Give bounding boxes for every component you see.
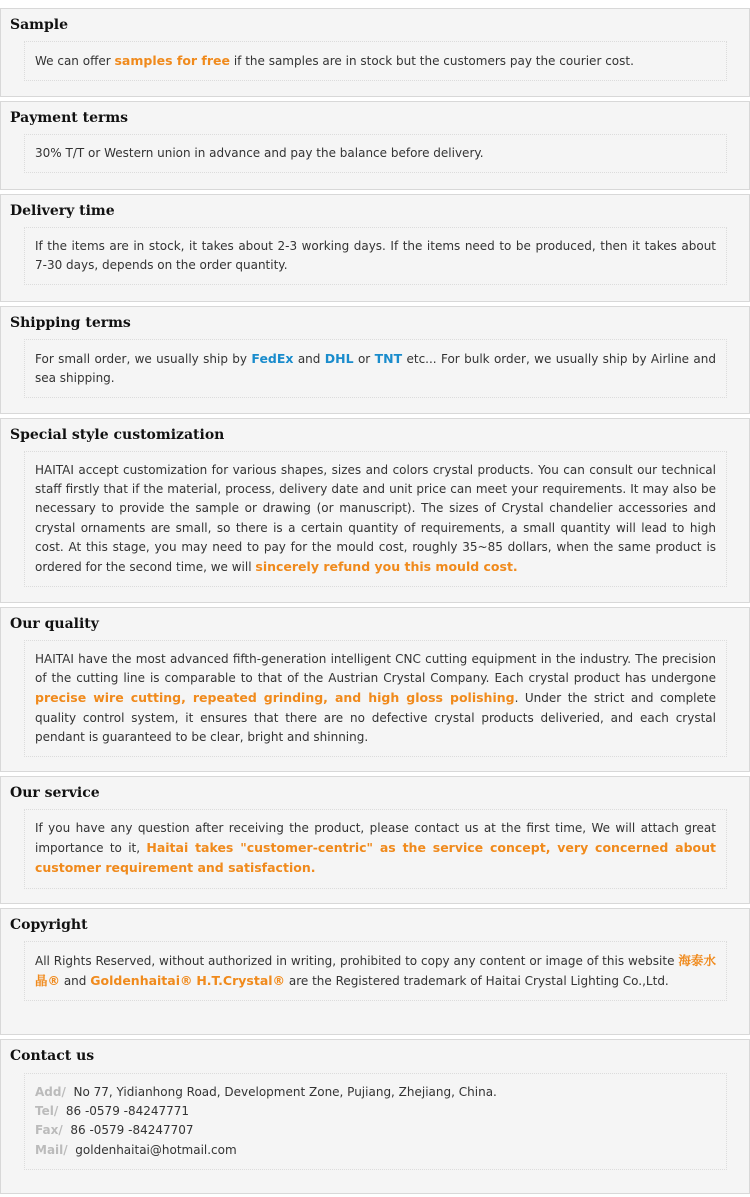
contact-tel — [35, 1102, 716, 1121]
section-title: Shipping terms — [10, 315, 131, 331]
section-title: Copyright — [10, 917, 88, 933]
address-value: No 77, Yidianhong Road, Development Zone, Pujiang, Zhejiang, China. — [73, 1085, 497, 1099]
highlight-text: Haitai takes "customer-centric" as the service concept, very concerned about customer requirement and satisfaction. — [35, 840, 716, 876]
customization-section — [0, 418, 750, 603]
contact-mail — [35, 1141, 716, 1160]
mail-value[interactable]: goldenhaitai@hotmail.com — [75, 1142, 237, 1157]
contact-address — [35, 1083, 716, 1102]
sample-section — [0, 8, 750, 97]
mail-label: Mail/ — [35, 1142, 68, 1157]
section-title: Our quality — [10, 616, 99, 632]
section-title: Payment terms — [10, 110, 129, 126]
section-body: All Rights Reserved, without authorized in writing, prohibited to copy any content or image of this website 海泰水晶® and Goldenhaitai® H.T.Crystal® are the Registered trademark of Haitai Crystal Lighting Co.,Ltd. — [24, 941, 727, 1001]
section-title: Delivery time — [10, 203, 115, 219]
section-body: HAITAI accept customization for various shapes, sizes and colors crystal products. You can consult our technical staff firstly that if the material, process, delivery date and unit price can meet your requirements. It may also be necessary to provide the sample or drawing (or manuscript). The sizes of Crystal chandelier accessories and crystal ornaments are small, so there is a certain quantity of requirements, a small quantity will lead to high cost. At this stage, you may need to pay for the mould cost, roughly 35~85 dollars, when the same product is ordered for the second time, we will sincerely refund you this mould cost. — [24, 451, 727, 587]
trademark-chinese: 海泰水晶® — [35, 953, 716, 989]
shipping-section — [0, 306, 750, 414]
highlight-text: sincerely refund you this mould cost. — [255, 559, 518, 575]
section-title: Sample — [10, 17, 69, 33]
contact-fax — [35, 1121, 716, 1140]
section-body: If the items are in stock, it takes about 2-3 working days. If the items need to be produced, then it takes about 7-30 days, depends on the order quantity. — [24, 227, 727, 285]
section-title: Our service — [10, 785, 100, 801]
trademark-htcrystal: H.T.Crystal® — [196, 973, 286, 989]
highlight-text: samples for free — [114, 53, 230, 68]
fedex-carrier: FedEx — [251, 351, 294, 366]
section-body: We can offer samples for free if the samples are in stock but the customers pay the courier cost. — [24, 41, 727, 81]
quality-section — [0, 607, 750, 772]
section-body: 30% T/T or Western union in advance and pay the balance before delivery. — [24, 134, 727, 173]
address-label: Add/ — [35, 1085, 66, 1099]
service-section — [0, 776, 750, 904]
dhl-carrier: DHL — [324, 351, 354, 366]
fax-label: Fax/ — [35, 1123, 63, 1138]
copyright-section — [0, 908, 750, 1035]
payment-section — [0, 101, 750, 190]
section-body: If you have any question after receiving the product, please contact us at the first time, We will attach great importance to it, Haitai takes "customer-centric" as the service concept, very concerned about customer requirement and satisfaction. — [24, 809, 727, 889]
section-body: For small order, we usually ship by FedEx and DHL or TNT etc... For bulk order, we usually ship by Airline and sea shipping. — [24, 339, 727, 398]
tnt-carrier: TNT — [374, 351, 403, 366]
section-title: Special style customization — [10, 427, 225, 443]
tel-label: Tel/ — [35, 1104, 59, 1119]
section-title: Contact us — [10, 1048, 95, 1064]
fax-value: 86 -0579 -84247707 — [70, 1123, 194, 1138]
highlight-text: precise wire cutting, repeated grinding, and high gloss polishing — [35, 690, 515, 706]
section-body — [24, 1073, 727, 1170]
tel-value: 86 -0579 -84247771 — [65, 1104, 190, 1119]
trademark-goldenhaitai: Goldenhaitai® — [90, 973, 193, 989]
section-body: HAITAI have the most advanced fifth-generation intelligent CNC cutting equipment in the industry. The precision of the cutting line is comparable to that of the Austrian Crystal Company. Each crystal product has undergone precise wire cutting, repeated grinding, and high gloss polishing. Under the strict and complete quality control system, it ensures that there are no defective crystal products deliveried, and each crystal pendant is guaranteed to be clear, bright and shinning. — [24, 640, 727, 757]
contact-section — [0, 1039, 750, 1194]
delivery-section — [0, 194, 750, 302]
